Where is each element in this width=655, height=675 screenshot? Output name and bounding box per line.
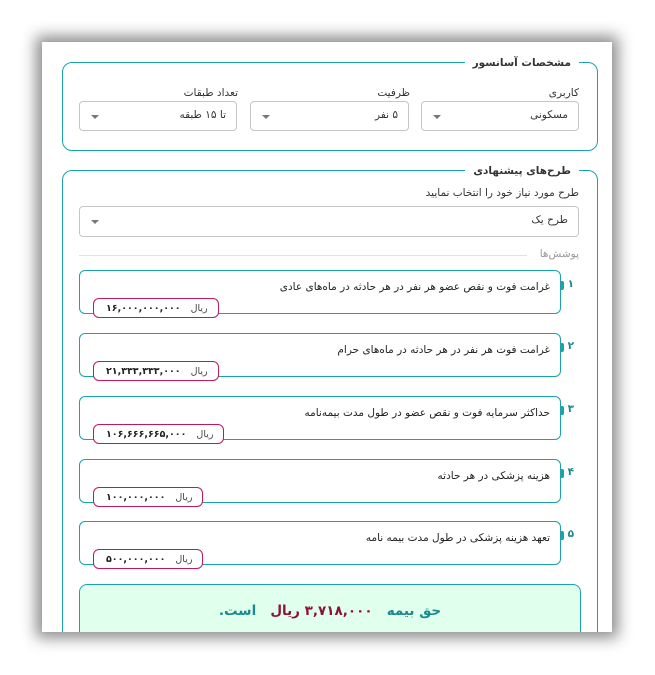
coverages-divider (79, 255, 527, 256)
coverage-card (79, 521, 561, 565)
plans-legend: طرح‌های پیشنهادی (465, 163, 579, 179)
floors-value: تا ۱۵ طبقه (179, 109, 226, 121)
coverages-label: پوشش‌ها (539, 248, 579, 260)
coverage-amount-badge (93, 487, 203, 507)
coverage-amount: ۱۶,۰۰۰,۰۰۰,۰۰۰ (106, 302, 181, 314)
coverage-card (79, 333, 561, 377)
coverage-card (79, 396, 561, 440)
coverage-amount: ۲۱,۳۳۳,۳۳۳,۰۰۰ (106, 365, 181, 377)
chevron-down-icon (91, 115, 99, 119)
coverage-card (79, 270, 561, 314)
chevron-down-icon (262, 115, 270, 119)
chevron-down-icon (91, 220, 99, 224)
premium-amount: ۳,۷۱۸,۰۰۰ ریال (270, 603, 373, 619)
coverage-amount-badge (93, 361, 219, 381)
premium-suffix: است. (218, 603, 257, 619)
chevron-down-icon (433, 115, 441, 119)
coverage-card (79, 459, 561, 503)
floors-select[interactable] (79, 101, 237, 131)
premium-box (79, 584, 581, 632)
currency-unit: ریال (175, 553, 193, 565)
plan-select[interactable] (79, 206, 579, 237)
floors-label: تعداد طبقات (183, 87, 238, 99)
plan-select-value: طرح یک (531, 214, 568, 226)
coverage-number: ۱ (567, 278, 574, 290)
coverage-title: حداکثر سرمایه فوت و نقص عضو در طول مدت بیمه‌نامه (304, 407, 550, 419)
premium-prefix: حق بیمه (386, 603, 442, 619)
coverage-number: ۵ (567, 528, 574, 540)
coverage-number: ۲ (567, 340, 574, 352)
capacity-select[interactable] (250, 101, 409, 131)
usage-select[interactable] (421, 101, 579, 131)
coverage-number: ۴ (567, 466, 574, 478)
currency-unit: ریال (190, 302, 208, 314)
currency-unit: ریال (196, 428, 214, 440)
coverage-amount-badge (93, 549, 203, 569)
premium-text (80, 603, 580, 619)
coverage-amount: ۱۰۶,۶۶۶,۶۶۵,۰۰۰ (106, 428, 187, 440)
usage-value: مسکونی (530, 109, 568, 121)
usage-label: کاربری (548, 87, 579, 99)
currency-unit: ریال (175, 491, 193, 503)
coverage-title: غرامت فوت و نقص عضو هر نفر در هر حادثه در ماه‌های عادی (279, 281, 550, 293)
capacity-label: ظرفیت (377, 87, 410, 99)
coverage-amount-badge (93, 298, 219, 318)
coverage-title: غرامت فوت هر نفر در هر حادثه در ماه‌های حرام (337, 344, 550, 356)
coverage-amount-badge (93, 424, 224, 444)
coverage-amount: ۱۰۰,۰۰۰,۰۰۰ (106, 491, 166, 503)
form-card (42, 42, 612, 632)
elevator-specs-legend: مشخصات آسانسور (465, 55, 579, 71)
coverage-title: تعهد هزینه پزشکی در طول مدت بیمه نامه (365, 532, 550, 544)
coverage-amount: ۵۰۰,۰۰۰,۰۰۰ (106, 553, 166, 565)
coverage-title: هزینه پزشکی در هر حادثه (437, 470, 550, 482)
coverage-number: ۳ (567, 403, 574, 415)
capacity-value: ۵ نفر (374, 109, 398, 121)
plan-select-label: طرح مورد نیاز خود را انتخاب نمایید (425, 187, 579, 199)
currency-unit: ریال (190, 365, 208, 377)
